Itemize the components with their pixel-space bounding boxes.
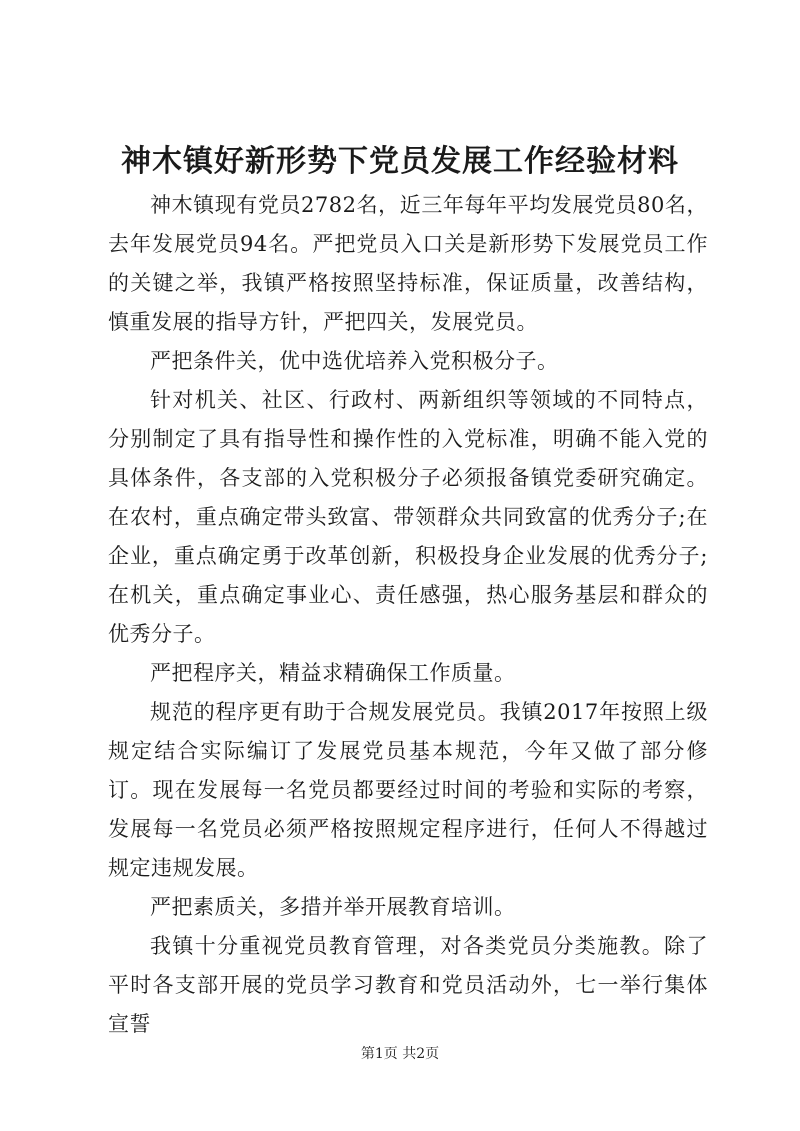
- paragraph-heading-procedure: 严把程序关，精益求精确保工作质量。: [150, 661, 516, 685]
- document-title: 神木镇好新形势下党员发展工作经验材料: [121, 144, 679, 179]
- paragraph-intro: 神木镇现有党员2782名，近三年每年平均发展党员80名，去年发展党员94名。严把党员入口关是新形势下发展党员工作的关键之举，我镇严格按照坚持标准，保证质量，改善结构，慎重发展的指导方针，严把四关，发展党员。: [108, 193, 708, 334]
- paragraph-quality: 我镇十分重视党员教育管理，对各类党员分类施教。除了平时各支部开展的党员学习教育和党员活动外，七一举行集体宣誓: [108, 934, 708, 1036]
- paragraph-heading-quality: 严把素质关，多措并举开展教育培训。: [150, 895, 516, 919]
- document-body: [108, 186, 708, 1044]
- page-number-footer: 第1页 共2页: [360, 1046, 440, 1062]
- paragraph-heading-conditions: 严把条件关，优中选优培养入党积极分子。: [150, 349, 559, 373]
- paragraph-procedure: 规范的程序更有助于合规发展党员。我镇2017年按照上级规定结合实际编订了发展党员基本规范，今年又做了部分修订。现在发展每一名党员都要经过时间的考验和实际的考察，发展每一名党员必须严格按照规定程序进行，任何人不得越过规定违规发展。: [108, 700, 708, 880]
- paragraph-conditions: 针对机关、社区、行政村、两新组织等领域的不同特点，分别制定了具有指导性和操作性的入党标准，明确不能入党的具体条件，各支部的入党积极分子必须报备镇党委研究确定。在农村，重点确定带头致富、带领群众共同致富的优秀分子;在企业，重点确定勇于改革创新，积极投身企业发展的优秀分子;在机关，重点确定事业心、责任感强，热心服务基层和群众的优秀分子。: [108, 388, 708, 646]
